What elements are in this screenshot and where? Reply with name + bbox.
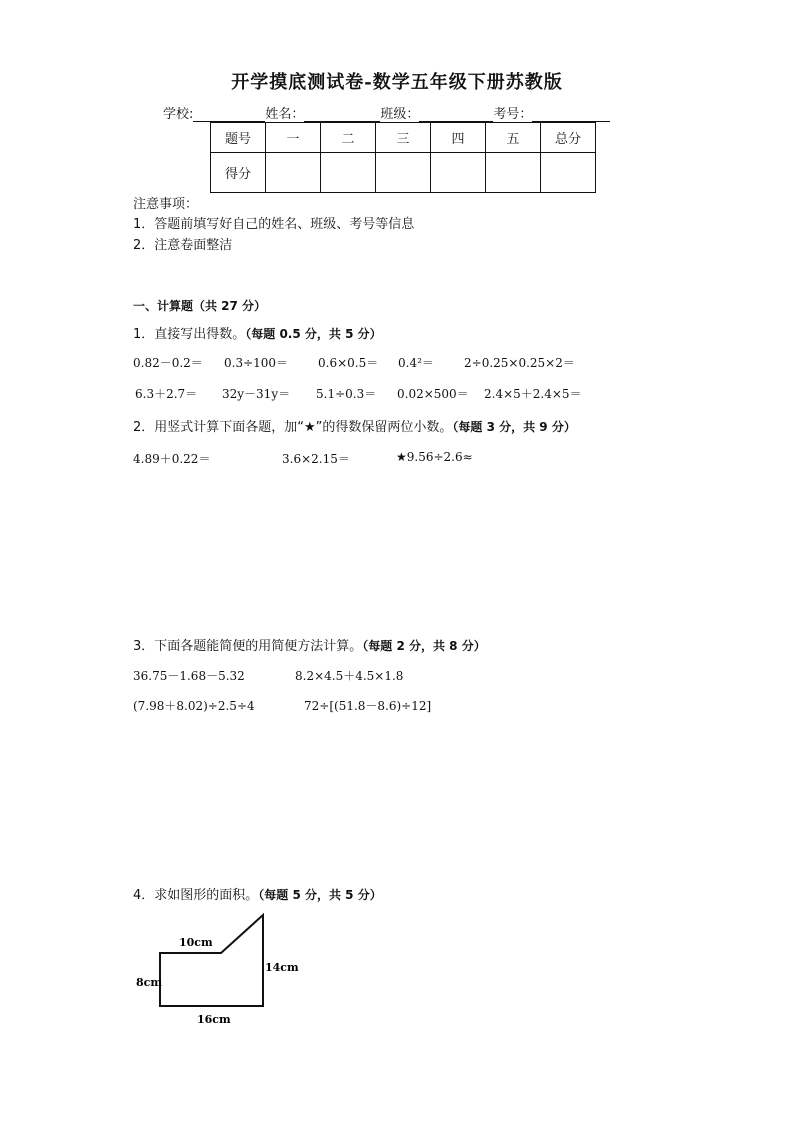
name-label: 姓名： xyxy=(265,107,305,122)
note-item: 2．注意卷面整洁 xyxy=(133,238,233,253)
score-header-cell: 五 xyxy=(486,123,541,153)
q3-item: 8.2×4.5＋4.5×1.8 xyxy=(295,669,404,683)
score-cell[interactable] xyxy=(541,153,596,193)
score-header-cell: 二 xyxy=(321,123,376,153)
note-item: 1．答题前填写好自己的姓名、班级、考号等信息 xyxy=(133,217,415,232)
q2-item: 3.6×2.15＝ xyxy=(282,452,350,466)
name-blank[interactable] xyxy=(304,107,380,122)
page-title: 开学摸底测试卷-数学五年级下册苏教版 xyxy=(231,72,563,93)
figure-label-top: 10cm xyxy=(179,936,213,949)
score-header-cell: 三 xyxy=(376,123,431,153)
score-table xyxy=(210,122,596,193)
q1-points: （每题 0.5 分，共 5 分） xyxy=(245,327,382,341)
score-cell[interactable] xyxy=(486,153,541,193)
score-header-cell: 四 xyxy=(431,123,486,153)
q2-points: （每题 3 分，共 9 分） xyxy=(452,420,576,434)
exam-no-blank[interactable] xyxy=(532,107,610,122)
q2-item: ★9.56÷2.6≈ xyxy=(396,450,473,464)
q1-item: 6.3＋2.7＝ xyxy=(135,387,198,401)
q1-item: 2÷0.25×0.25×2＝ xyxy=(464,356,575,370)
notes-heading: 注意事项： xyxy=(133,197,199,212)
figure-outline xyxy=(160,915,263,1006)
q1-item: 0.4²＝ xyxy=(398,356,434,370)
score-cell[interactable] xyxy=(431,153,486,193)
score-row-label: 得分 xyxy=(211,153,266,193)
student-info-line xyxy=(163,103,610,122)
score-cell[interactable] xyxy=(321,153,376,193)
q2-item: 4.89＋0.22＝ xyxy=(133,452,211,466)
q3-points: （每题 2 分，共 8 分） xyxy=(362,639,486,653)
q4-prompt-line xyxy=(133,884,382,903)
figure-label-bottom: 16cm xyxy=(197,1013,231,1026)
q1-item: 2.4×5＋2.4×5＝ xyxy=(484,387,582,401)
score-cell[interactable] xyxy=(266,153,321,193)
q2-prompt: 2．用竖式计算下面各题，加“★”的得数保留两位小数。 xyxy=(133,420,453,435)
q1-item: 0.6×0.5＝ xyxy=(318,356,379,370)
school-blank[interactable] xyxy=(193,107,265,122)
school-label: 学校: xyxy=(163,107,194,122)
class-blank[interactable] xyxy=(419,107,493,122)
q1-prompt-line xyxy=(133,323,382,342)
trapezoid-figure xyxy=(130,905,310,1030)
figure-label-left: 8cm xyxy=(136,976,162,989)
q1-prompt: 1．直接写出得数。 xyxy=(133,327,246,342)
score-header-cell: 一 xyxy=(266,123,321,153)
q4-points: （每题 5 分，共 5 分） xyxy=(258,888,382,902)
class-label: 班级： xyxy=(380,107,420,122)
score-header-cell: 总分 xyxy=(541,123,596,153)
q3-item: (7.98＋8.02)÷2.5÷4 xyxy=(133,699,255,713)
section1-heading: 一、计算题（共 27 分） xyxy=(133,299,267,313)
q1-item: 0.82－0.2＝ xyxy=(133,356,203,370)
figure-label-right: 14cm xyxy=(265,961,299,974)
score-header-cell: 题号 xyxy=(211,123,266,153)
score-cell[interactable] xyxy=(376,153,431,193)
q2-prompt-line xyxy=(133,416,576,435)
q4-prompt: 4．求如图形的面积。 xyxy=(133,888,259,903)
q1-item: 32y－31y＝ xyxy=(222,387,291,401)
q3-item: 36.75－1.68－5.32 xyxy=(133,669,245,683)
q3-prompt: 3．下面各题能简便的用简便方法计算。 xyxy=(133,639,363,654)
q3-prompt-line xyxy=(133,635,486,654)
score-table-header-row xyxy=(211,123,596,153)
q1-item: 0.3÷100＝ xyxy=(224,356,289,370)
q1-item: 0.02×500＝ xyxy=(397,387,469,401)
score-table-score-row xyxy=(211,153,596,193)
q1-item: 5.1÷0.3＝ xyxy=(316,387,377,401)
exam-no-label: 考号： xyxy=(493,107,533,122)
q3-item: 72÷[(51.8－8.6)÷12] xyxy=(304,699,432,713)
